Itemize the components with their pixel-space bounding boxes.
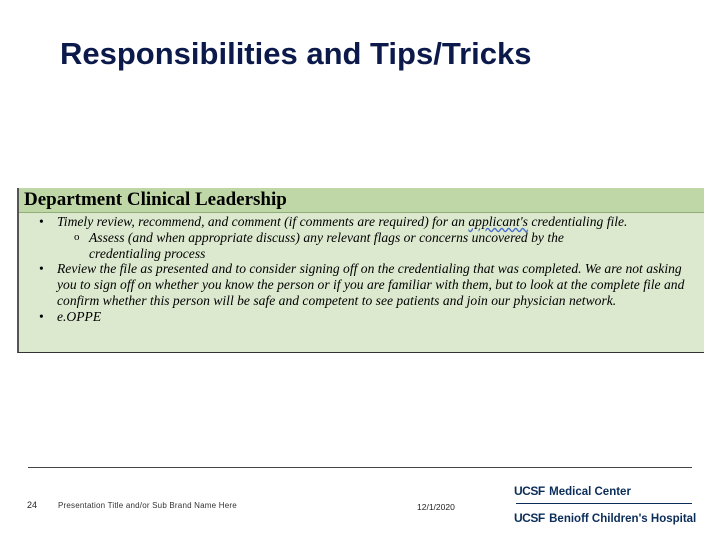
bullet-text: e.OPPE [57, 308, 102, 324]
logo-text: Medical Center [549, 486, 631, 498]
bullet-text: Timely review, recommend, and comment (if comments are required) for an [57, 214, 469, 229]
footer-title: Presentation Title and/or Sub Brand Name Here [58, 501, 237, 510]
leadership-clipping [17, 188, 704, 353]
logo-medical-center [514, 482, 704, 500]
logo-text: Benioff Children's Hospital [549, 513, 697, 525]
footer-divider [28, 467, 692, 468]
spellcheck-word: applicant's [468, 214, 528, 229]
bullet-icon: • [39, 214, 44, 229]
page-number: 24 [27, 500, 38, 510]
sub-bullet-icon: o [74, 230, 80, 243]
sub-bullet-item [19, 230, 609, 262]
bullet-item [19, 213, 702, 230]
bullet-icon: • [39, 308, 44, 324]
slide-title: Responsibilities and Tips/Tricks [60, 36, 532, 71]
logo-divider [516, 503, 692, 504]
clipping-header: Department Clinical Leadership [19, 188, 704, 213]
sub-bullet-text: Assess (and when appropriate discuss) any relevant flags or concerns uncovered by the credentialing process [89, 229, 564, 261]
bullet-text: Review the file as presented and to consider signing off on the credentialing that was completed. We are not asking you to sign off on whether you know the person or if you are familiar with them, but to look at the complete file and confirm whether this person will be safe and competent to see patients and join our physician network. [57, 261, 685, 308]
bullet-item [19, 261, 697, 308]
bullet-icon: • [39, 261, 44, 277]
bullet-list [19, 213, 704, 325]
logo-childrens-hospital [514, 509, 704, 527]
ucsf-mark-icon: UCSF [514, 484, 545, 498]
footer-date: 12/1/2020 [417, 502, 455, 512]
bullet-text-suffix: credentialing file. [527, 214, 628, 229]
ucsf-logo [514, 482, 704, 527]
ucsf-mark-icon: UCSF [514, 511, 545, 525]
bullet-item [19, 309, 697, 325]
